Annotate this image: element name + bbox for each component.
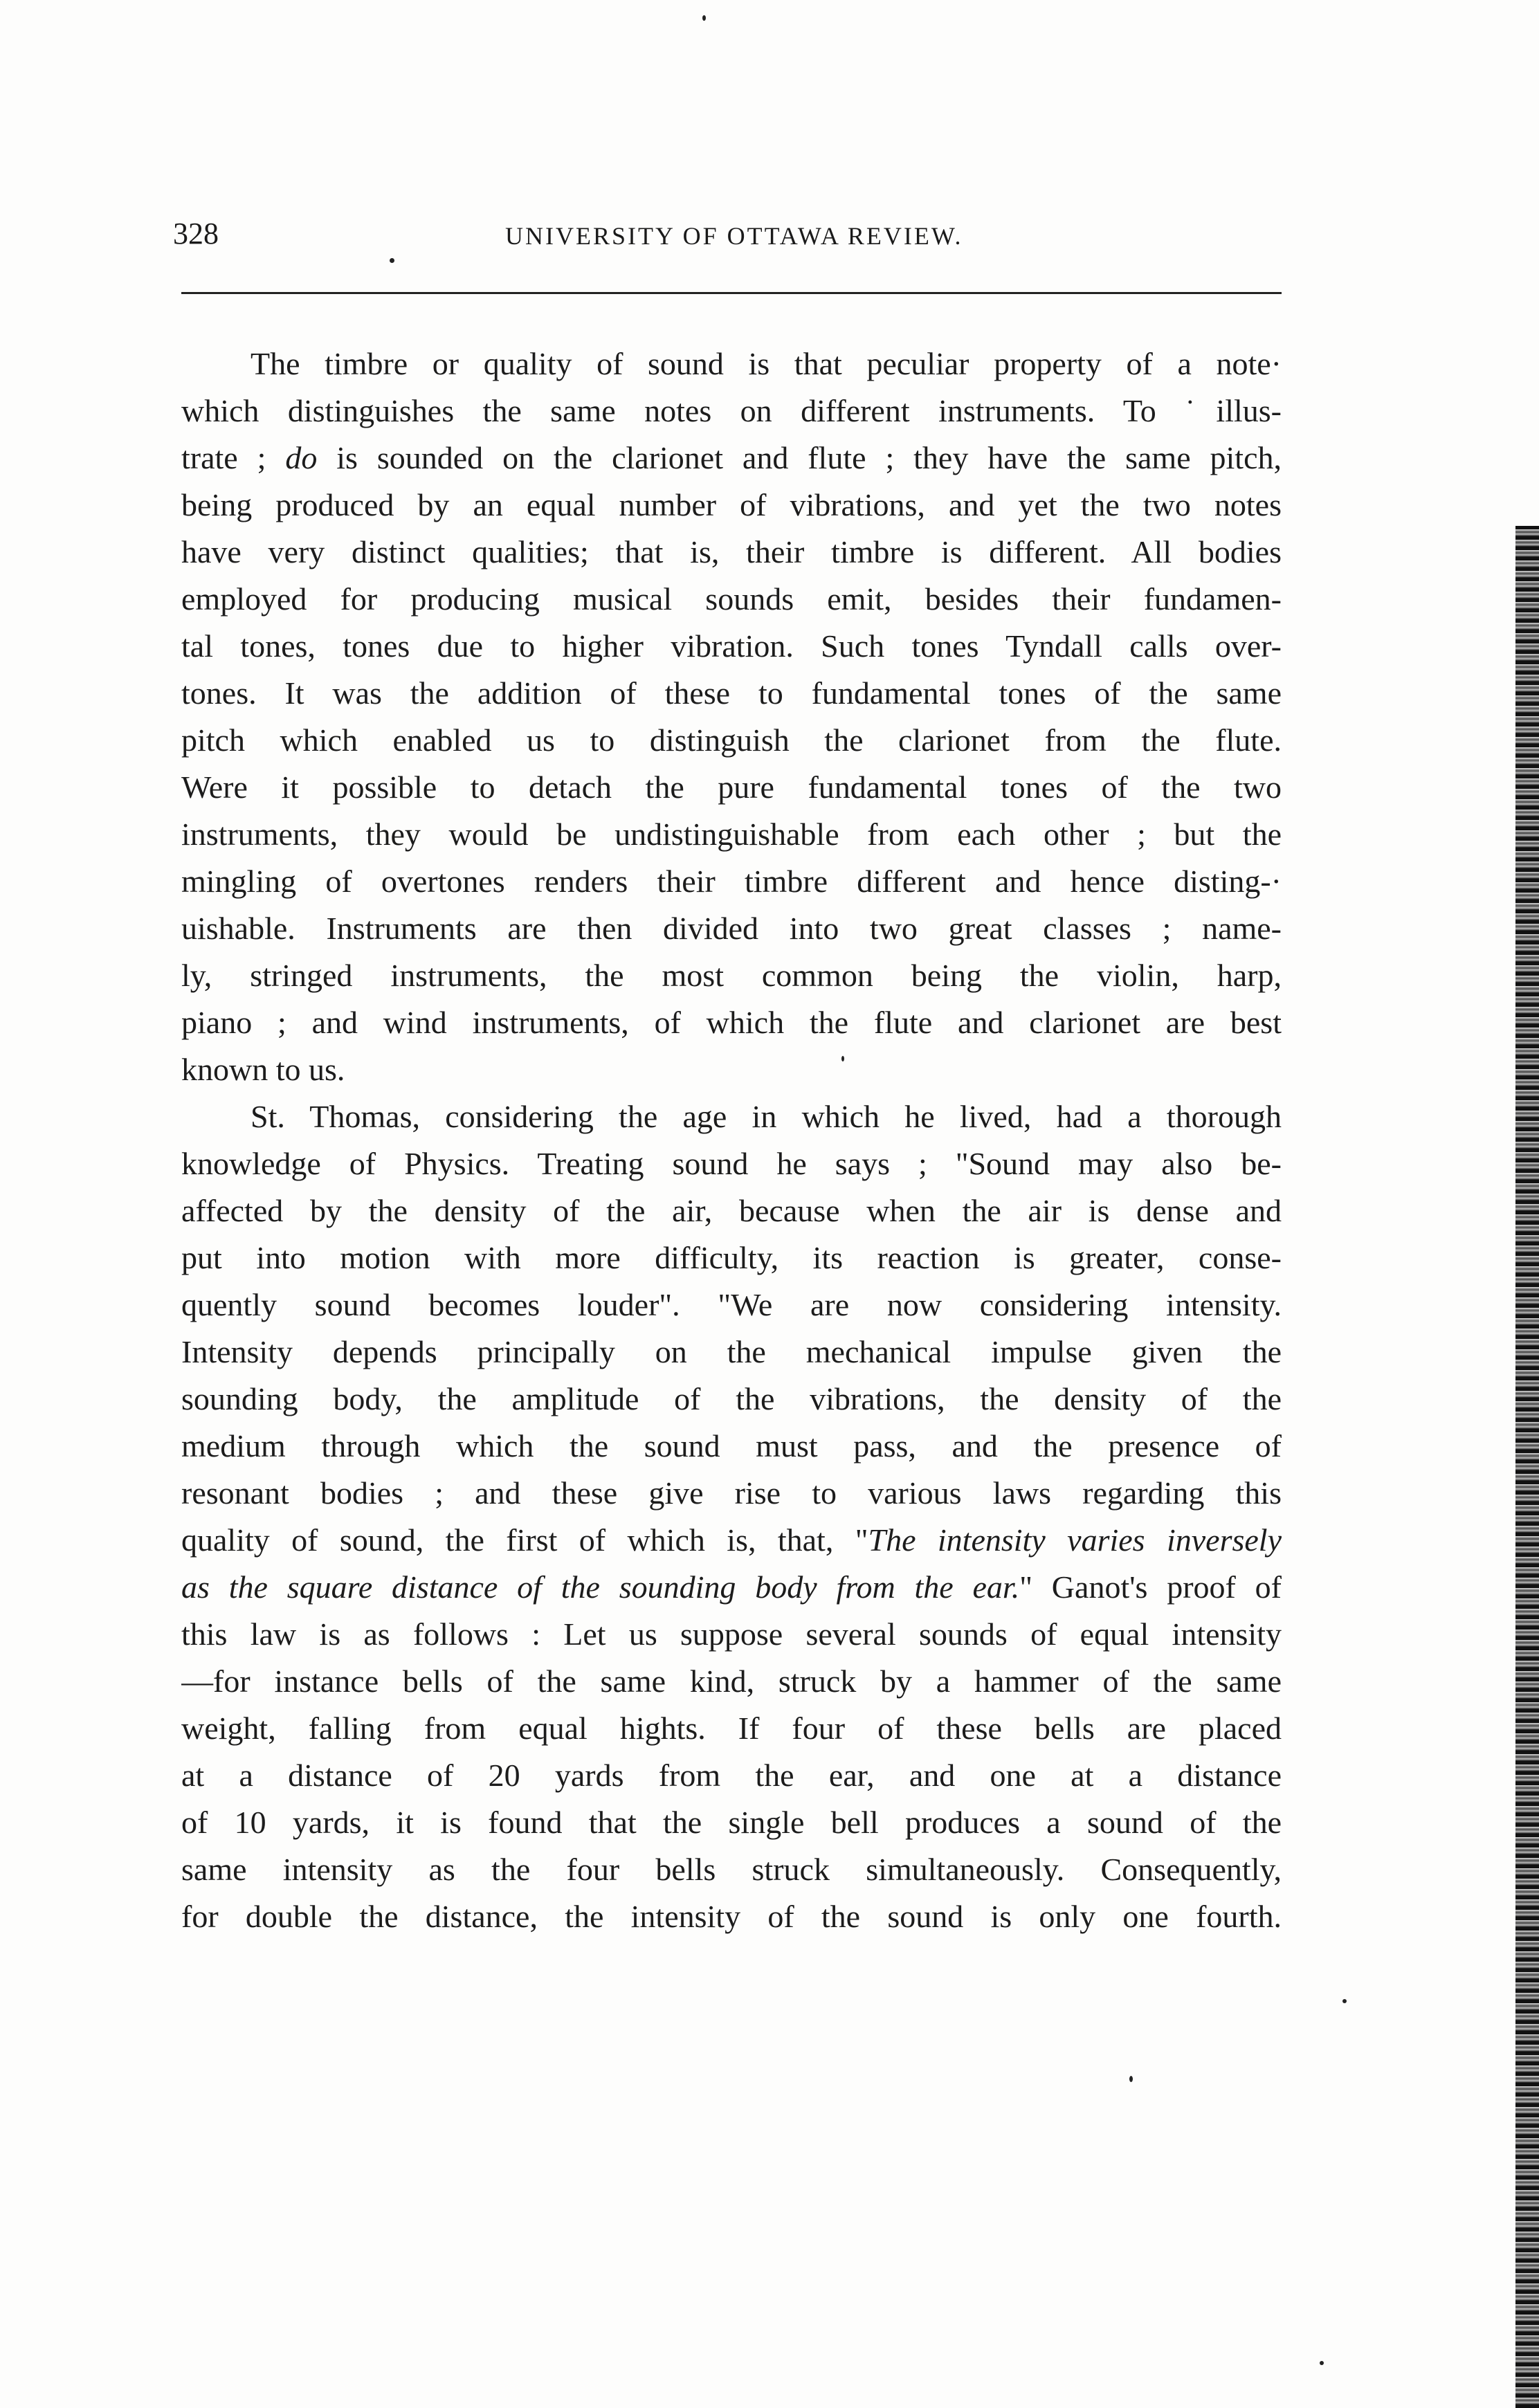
body-text (181, 340, 1282, 1940)
scan-speck (1320, 2361, 1324, 2365)
text-line: Intensity depends principally on the mechanical impulse given the (181, 1334, 1282, 1369)
text-line: have very distinct qualities; that is, their timbre is different. All bodies (181, 534, 1282, 569)
text-line: this law is as follows : Let us suppose several sounds of equal intensity (181, 1616, 1282, 1652)
text-line: weight, falling from equal hights. If four of these bells are placed (181, 1711, 1282, 1746)
text-line: knowledge of Physics. Treating sound he says ; "Sound may also be- (181, 1146, 1282, 1181)
text-line: St. Thomas, considering the age in which he lived, had a thorough (251, 1099, 1282, 1134)
scan-edge-strip (1515, 526, 1539, 2408)
scan-speck (1129, 2076, 1133, 2082)
text-run: quality of sound, the first of which is, that, " (181, 1522, 868, 1558)
text-line: quently sound becomes louder". "We are now considering intensity. (181, 1287, 1282, 1322)
page-header (173, 216, 1280, 257)
header-rule (181, 292, 1282, 294)
text-line: for double the distance, the intensity of the sound is only one fourth. (181, 1899, 1282, 1934)
text-line: Were it possible to detach the pure fundamental tones of the two (181, 769, 1282, 805)
scan-speck (702, 15, 706, 21)
text-line: piano ; and wind instruments, of which the flute and clarionet are best (181, 1005, 1282, 1040)
text-line: of 10 yards, it is found that the single bell produces a sound of the (181, 1805, 1282, 1840)
running-head: UNIVERSITY OF OTTAWA REVIEW. (505, 222, 963, 250)
text-line: tones. It was the addition of these to fundamental tones of the same (181, 675, 1282, 711)
text-line: mingling of overtones renders their timbre different and hence disting-· (181, 864, 1282, 899)
paragraph-st-thomas (181, 1093, 1282, 1940)
scan-speck (841, 1056, 844, 1061)
scan-speck (1342, 1999, 1347, 2003)
text-line: pitch which enabled us to distinguish the clarionet from the flute. (181, 722, 1282, 758)
text-line: uishable. Instruments are then divided into two great classes ; name- (181, 911, 1282, 946)
page-number: 328 (173, 217, 219, 250)
text-line: which distinguishes the same notes on different instruments. To ˙illus- (181, 393, 1282, 428)
text-line (181, 1517, 1282, 1564)
text-line: resonant bodies ; and these give rise to various laws regarding this (181, 1475, 1282, 1511)
text-line: —for instance bells of the same kind, struck by a hammer of the same (181, 1663, 1282, 1699)
text-line: employed for producing musical sounds emit, besides their fundamen- (181, 581, 1282, 617)
italic-law: The intensity varies inversely (868, 1522, 1282, 1558)
text-line: affected by the density of the air, because when the air is dense and (181, 1193, 1282, 1228)
paragraph-timbre (181, 340, 1282, 1093)
text-run: " Ganot's proof of (1019, 1569, 1282, 1605)
text-line: at a distance of 20 yards from the ear, and one at a distance (181, 1758, 1282, 1793)
text-run: is sounded on the clarionet and flute ; they have the same pitch, (317, 440, 1282, 475)
text-line: ly, stringed instruments, the most common being the violin, harp, (181, 958, 1282, 993)
text-line (181, 435, 1282, 482)
text-line: medium through which the sound must pass, and the presence of (181, 1428, 1282, 1463)
text-line: known to us. (181, 1052, 345, 1087)
italic-law: as the square distance of the sounding body from the ear. (181, 1569, 1020, 1605)
text-line (181, 1564, 1282, 1611)
text-line: sounding body, the amplitude of the vibrations, the density of the (181, 1381, 1282, 1416)
text-line: The timbre or quality of sound is that peculiar property of a note· (251, 346, 1282, 381)
text-run: trate ; (181, 440, 286, 475)
italic-do: do (285, 440, 318, 475)
scan-speck (390, 258, 394, 263)
text-line: tal tones, tones due to higher vibration. Such tones Tyndall calls over- (181, 628, 1282, 664)
text-line: put into motion with more difficulty, its reaction is greater, conse- (181, 1240, 1282, 1275)
text-line: same intensity as the four bells struck simultaneously. Consequently, (181, 1852, 1282, 1887)
text-line: instruments, they would be undistinguishable from each other ; but the (181, 817, 1282, 852)
text-line: being produced by an equal number of vibrations, and yet the two notes (181, 487, 1282, 522)
